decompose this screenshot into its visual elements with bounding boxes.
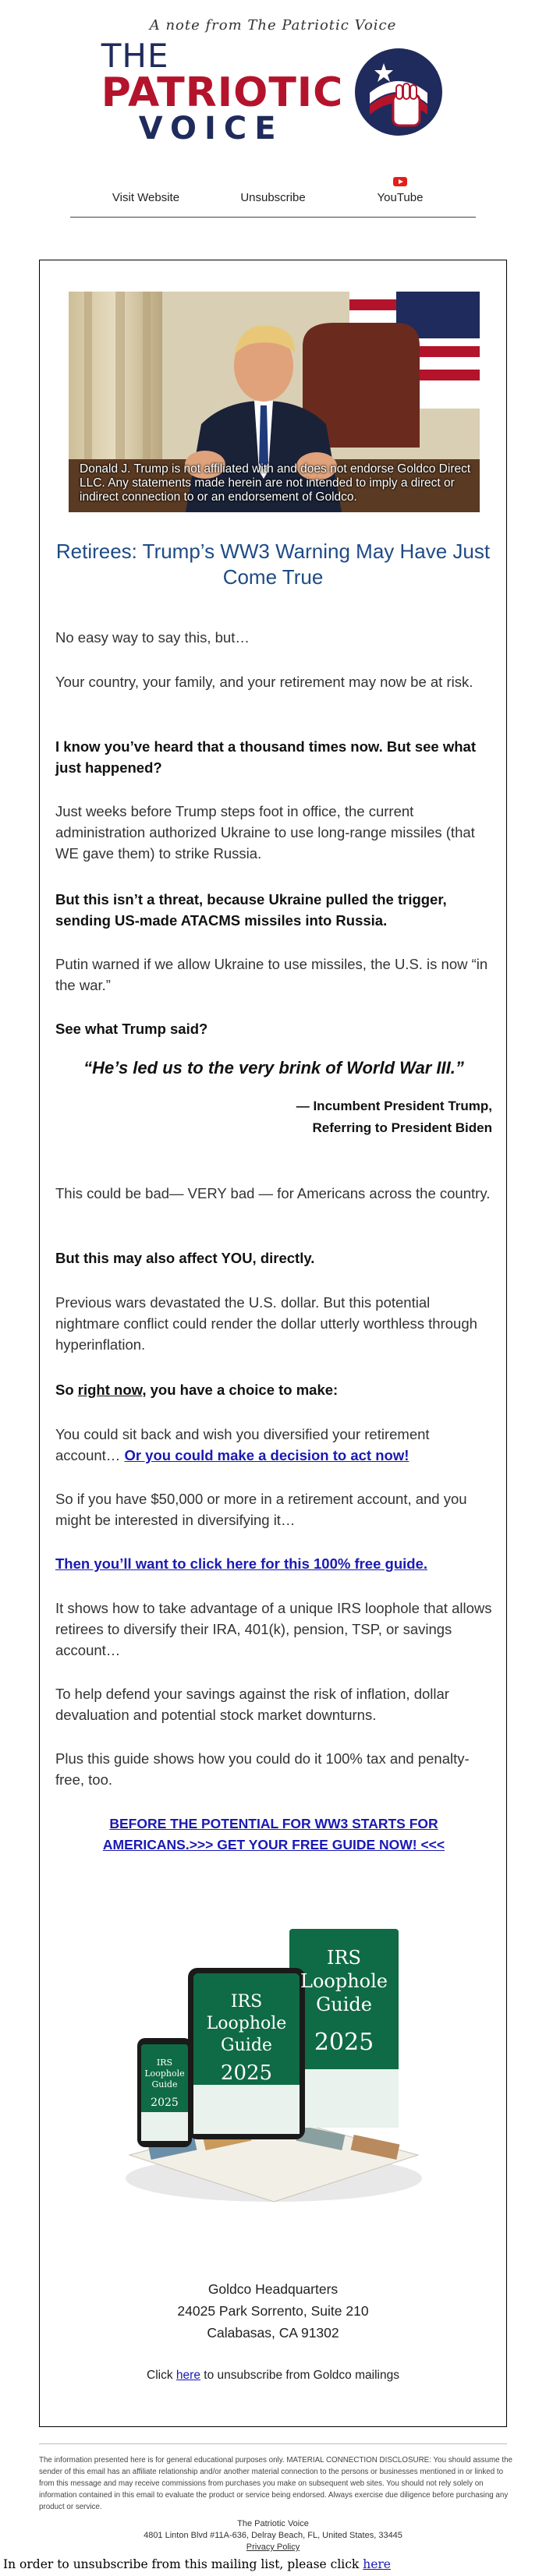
footer-divider [39,2443,507,2444]
act-now-link[interactable]: Or you could make a decision to act now! [124,1447,410,1463]
hero-caption: Donald J. Trump is not affiliated with and does not endorse Goldco Direct LLC. Any statements made herein are not intended to imply a direct or indirect connection to or an endorsement of Goldco. [80,462,471,504]
paragraph-7: See what Trump said? [55,1021,208,1037]
guide-phone-year: 2025 [151,2097,179,2109]
bottom-unsub-pre: In order to unsubscribe from this mailing list, please click [3,2557,363,2571]
goldco-unsubscribe [40,2369,506,2383]
hq-street: 24025 Park Sorrento, Suite 210 [177,2303,369,2319]
guide-tablet-line2: Loophole [206,2014,287,2033]
p11-underline: right now [77,1382,143,1398]
article-title: Retirees: Trump’s WW3 Warning May Have Just Come True [55,540,491,589]
guide-tablet-year: 2025 [220,2061,273,2085]
top-nav [70,177,476,218]
guide-tablet-line3: Guide [221,2036,272,2055]
paragraph-6: Putin warned if we allow Ukraine to use missiles, the U.S. is now “in the war.” [55,956,488,993]
guide-book-line1: IRS [327,1947,361,1969]
bottom-unsubscribe [3,2557,391,2571]
guide-phone-line1: IRS [156,2058,173,2068]
logo-wordmark [101,37,344,147]
irs-guide-books-image[interactable] [118,1921,430,2217]
footer-org: The Patriotic Voice [237,2519,309,2528]
goldco-unsubscribe-link[interactable]: here [176,2369,200,2382]
paragraph-4: Just weeks before Trump steps foot in office, the current administration authorized Ukraine to use long-range missiles (that WE gave them) to strike Russia. [55,803,475,862]
paragraph-5: But this isn’t a threat, because Ukraine pulled the trigger, sending US-made ATACMS missiles into Russia. [55,891,447,929]
paragraph-10: Previous wars devastated the U.S. dollar. But this potential nightmare conflict could render the dollar utterly worthless through hyperinflation. [55,1294,477,1353]
youtube-label: YouTube [377,191,424,204]
paragraph-2: Your country, your family, and your retirement may now be at risk. [55,674,473,690]
youtube-link[interactable] [342,177,459,217]
guide-phone-line2: Loophole [144,2068,185,2079]
email-body-box [39,260,507,2427]
guide-tablet-line1: IRS [230,1992,263,2012]
privacy-policy-link[interactable]: Privacy Policy [246,2542,300,2552]
p12-pre: You could sit back and wish you diversified your retirement account… [55,1426,430,1463]
hq-name: Goldco Headquarters [207,2281,339,2297]
visit-website-link[interactable]: Visit Website [112,191,180,204]
p11-post: , you have a choice to make: [142,1382,339,1398]
patriotic-voice-logo[interactable] [0,37,546,147]
goldco-hq-address [40,2278,506,2344]
paragraph-13: So if you have $50,000 or more in a retirement account, and you might be interested in diversifying it… [55,1491,467,1528]
paragraph-1: No easy way to say this, but… [55,629,250,646]
free-guide-link[interactable]: Then you’ll want to click here for this 100% free guide. [55,1555,427,1572]
paragraph-17: Plus this guide shows how you could do it 100% tax and penalty-free, too. [55,1750,470,1788]
quote-attribution-1: — Incumbent President Trump, [296,1099,492,1113]
paragraph-14 [55,1553,427,1574]
quote-attribution-2: Referring to President Biden [312,1120,492,1135]
guide-book-line3: Guide [316,1994,372,2015]
paragraph-8: This could be bad— VERY bad — for Americans across the country. [55,1185,491,1201]
email-header [0,0,546,218]
paragraph-11 [55,1379,338,1400]
paragraph-16: To help defend your savings against the risk of inflation, dollar devaluation and potential stock market downturns. [55,1686,449,1723]
footer-disclaimer: The information presented here is for general educational purposes only. MATERIAL CONNECTION DISCLOSURE: You should assume the sender of this email has an affiliate relationship and/or another material connection to the persons or businesses mentioned in or linked to from this message and may receive commissions from purchases you make on subsequent web sites. You should not rely solely on information contained in this email to evaluate the product or service being endorsed. Always exercise due diligence before purchasing any product or service. [39,2456,512,2511]
youtube-icon [393,177,407,186]
footer-street: 4801 Linton Blvd #11A-636, Delray Beach, FL, United States, 33445 [144,2531,402,2540]
hq-city: Calabasas, CA 91302 [207,2325,339,2341]
logo-patriotic: PATRIOTIC [101,69,344,116]
paragraph-15: It shows how to take advantage of a unique IRS loophole that allows retirees to diversify their IRA, 401(k), pension, TSP, or savings account… [55,1600,492,1658]
unsub-pre: Click [147,2369,176,2382]
unsub-post: to unsubscribe from Goldco mailings [200,2369,399,2382]
guide-book-line2: Loophole [300,1970,388,1992]
hero-image[interactable] [69,292,480,512]
trump-quote: “He’s led us to the very brink of World War III.” [83,1058,464,1077]
cta-link[interactable]: BEFORE THE POTENTIAL FOR WW3 STARTS FOR AMERICANS.>>> GET YOUR FREE GUIDE NOW! <<< [102,1816,445,1852]
paragraph-12 [55,1424,492,1466]
guide-phone-line3: Guide [151,2079,178,2089]
flag-fist-emblem-icon [353,46,445,138]
p11-pre: So [55,1382,78,1398]
paragraph-3: I know you’ve heard that a thousand times now. But see what just happened? [55,738,476,776]
paragraph-9: But this may also affect YOU, directly. [55,1250,315,1266]
logo-the: THE [101,37,169,75]
guide-book-year: 2025 [314,2029,374,2056]
header-note: A note from The Patriotic Voice [149,17,397,34]
footer-address [0,2518,546,2553]
bottom-unsubscribe-link[interactable]: here [363,2557,391,2571]
unsubscribe-link[interactable]: Unsubscribe [240,191,306,204]
logo-voice: VOICE [138,111,284,147]
